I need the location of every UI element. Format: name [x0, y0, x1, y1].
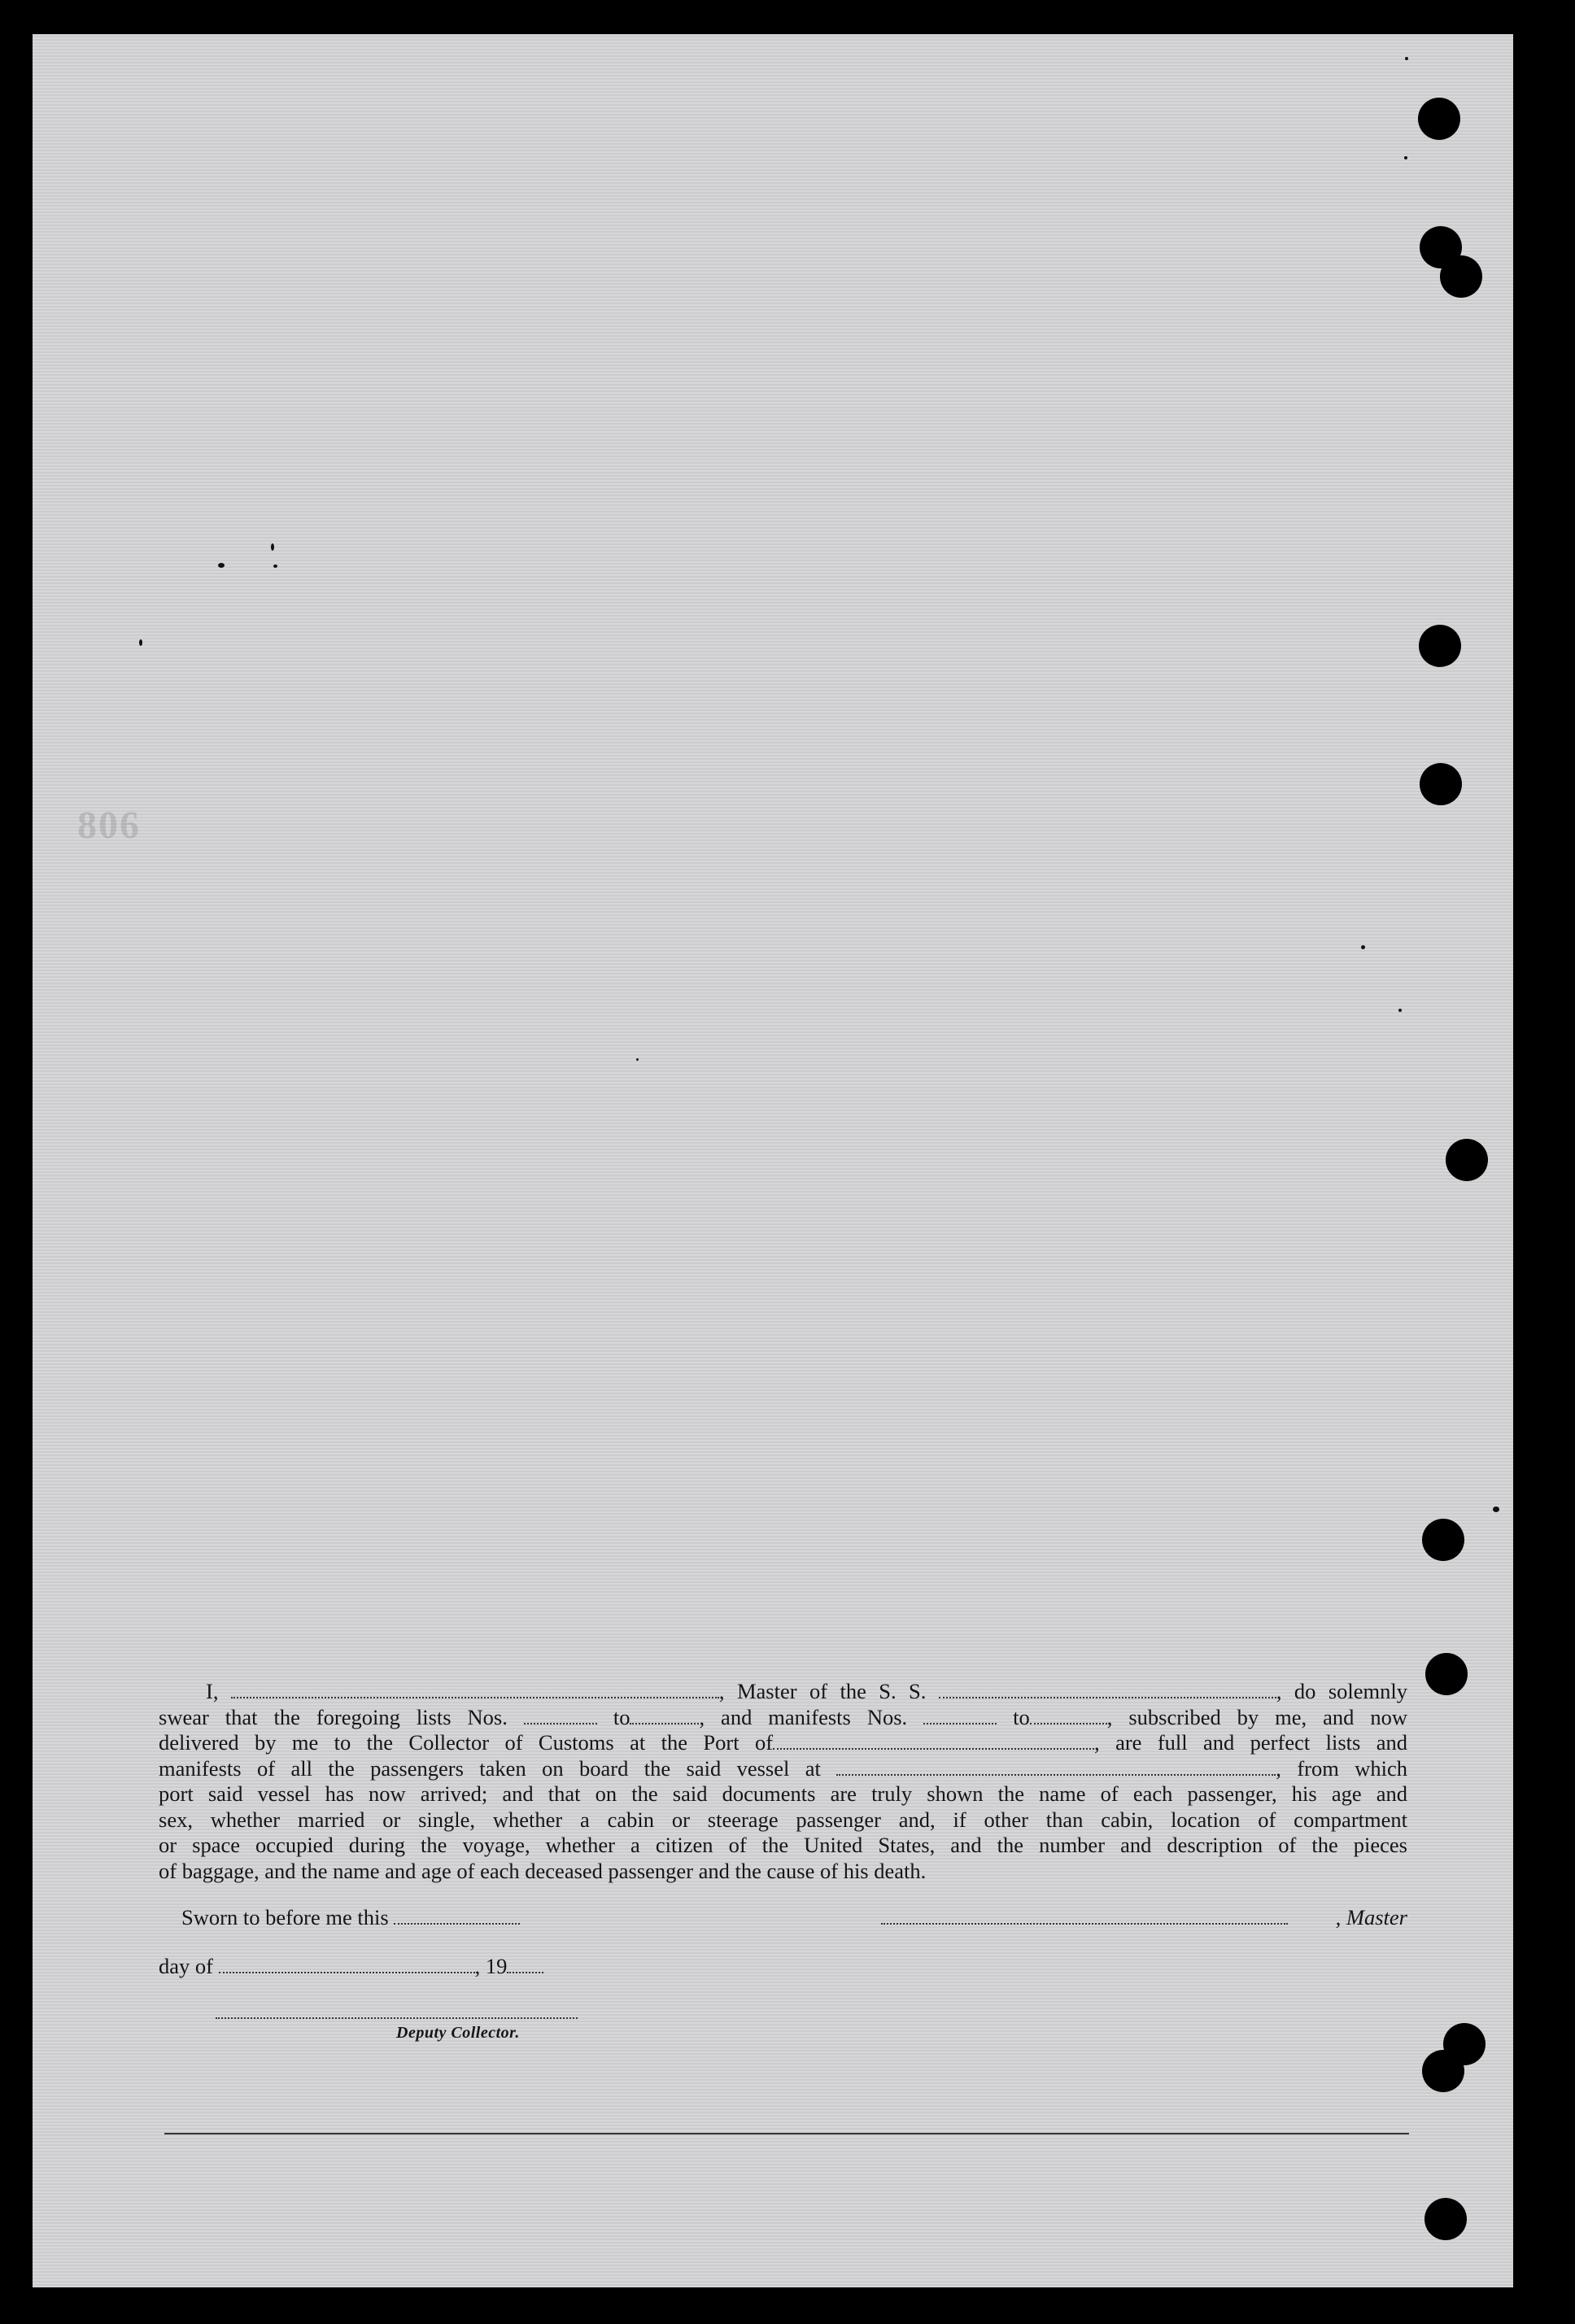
ink-speck — [218, 563, 225, 568]
punch-hole — [1440, 255, 1482, 298]
punch-hole — [1446, 1139, 1488, 1181]
punch-hole — [1425, 1653, 1468, 1695]
embarkation-port-field[interactable] — [836, 1759, 1276, 1776]
oath-line-4: manifests of all the passengers taken on board the said vessel at , from which — [159, 1755, 1407, 1781]
ink-speck — [1405, 57, 1408, 60]
oath-line-2: swear that the foregoing lists Nos. to , and manifests Nos. to , subscribed by me, and now — [159, 1704, 1408, 1729]
sworn-row — [159, 1905, 1407, 1933]
year-prefix: , 19 — [474, 1954, 508, 1978]
master-signature-field[interactable] — [881, 1923, 1288, 1925]
ink-speck — [271, 543, 274, 551]
lists-to-field[interactable] — [630, 1708, 699, 1724]
ink-speck — [1404, 156, 1407, 159]
oath-line-1: I, , Master of the S. S. , do solemnly — [206, 1679, 1408, 1703]
master-name-field[interactable] — [231, 1682, 719, 1698]
ink-speck — [1361, 945, 1365, 949]
port-field[interactable] — [773, 1733, 1094, 1750]
faint-page-number: 806 — [77, 804, 141, 847]
oath-line-7: or space occupied during the voyage, whether a citizen of the United States, and the number and description of the pieces — [159, 1833, 1407, 1857]
oath-line-6: sex, whether married or single, whether a cabin or steerage passenger and, if other than cabin, location of compartment — [159, 1807, 1407, 1832]
deputy-signature-field[interactable] — [216, 2017, 578, 2019]
manifests-from-field[interactable] — [923, 1708, 997, 1724]
sworn-date-field[interactable] — [394, 1908, 520, 1925]
punch-hole — [1422, 2050, 1464, 2092]
ink-speck — [1493, 1506, 1499, 1512]
year-field[interactable] — [507, 1957, 543, 1973]
oath-paragraph — [159, 1679, 1407, 1884]
day-of-label: day of — [159, 1954, 213, 1978]
ship-name-field[interactable] — [939, 1682, 1276, 1698]
punch-hole — [1420, 763, 1462, 805]
manifests-to-field[interactable] — [1030, 1708, 1107, 1724]
punch-hole — [1424, 2198, 1467, 2240]
day-row — [159, 1954, 1407, 1982]
oath-line-8: of baggage, and the name and age of each deceased passenger and the cause of his death. — [159, 1858, 927, 1883]
master-label: , Master — [1335, 1905, 1407, 1929]
punch-hole — [1418, 98, 1460, 140]
punch-hole — [1419, 625, 1461, 667]
punch-hole — [1422, 1519, 1464, 1561]
bottom-rule — [164, 2133, 1409, 2134]
month-field[interactable] — [219, 1957, 475, 1973]
lists-from-field[interactable] — [524, 1708, 597, 1724]
oath-line-5: port said vessel has now arrived; and that on the said documents are truly shown the name of each passenger, his age and — [159, 1781, 1407, 1806]
oath-line-3: delivered by me to the Collector of Customs at the Port of , are full and perfect lists and — [159, 1730, 1407, 1755]
ink-speck — [273, 565, 277, 568]
sworn-label: Sworn to before me this — [181, 1905, 520, 1930]
ink-speck — [139, 639, 142, 646]
deputy-collector-label: Deputy Collector. — [396, 2024, 520, 2042]
ink-speck — [1398, 1009, 1402, 1012]
ink-speck — [636, 1058, 639, 1061]
manifest-page — [33, 34, 1513, 2287]
